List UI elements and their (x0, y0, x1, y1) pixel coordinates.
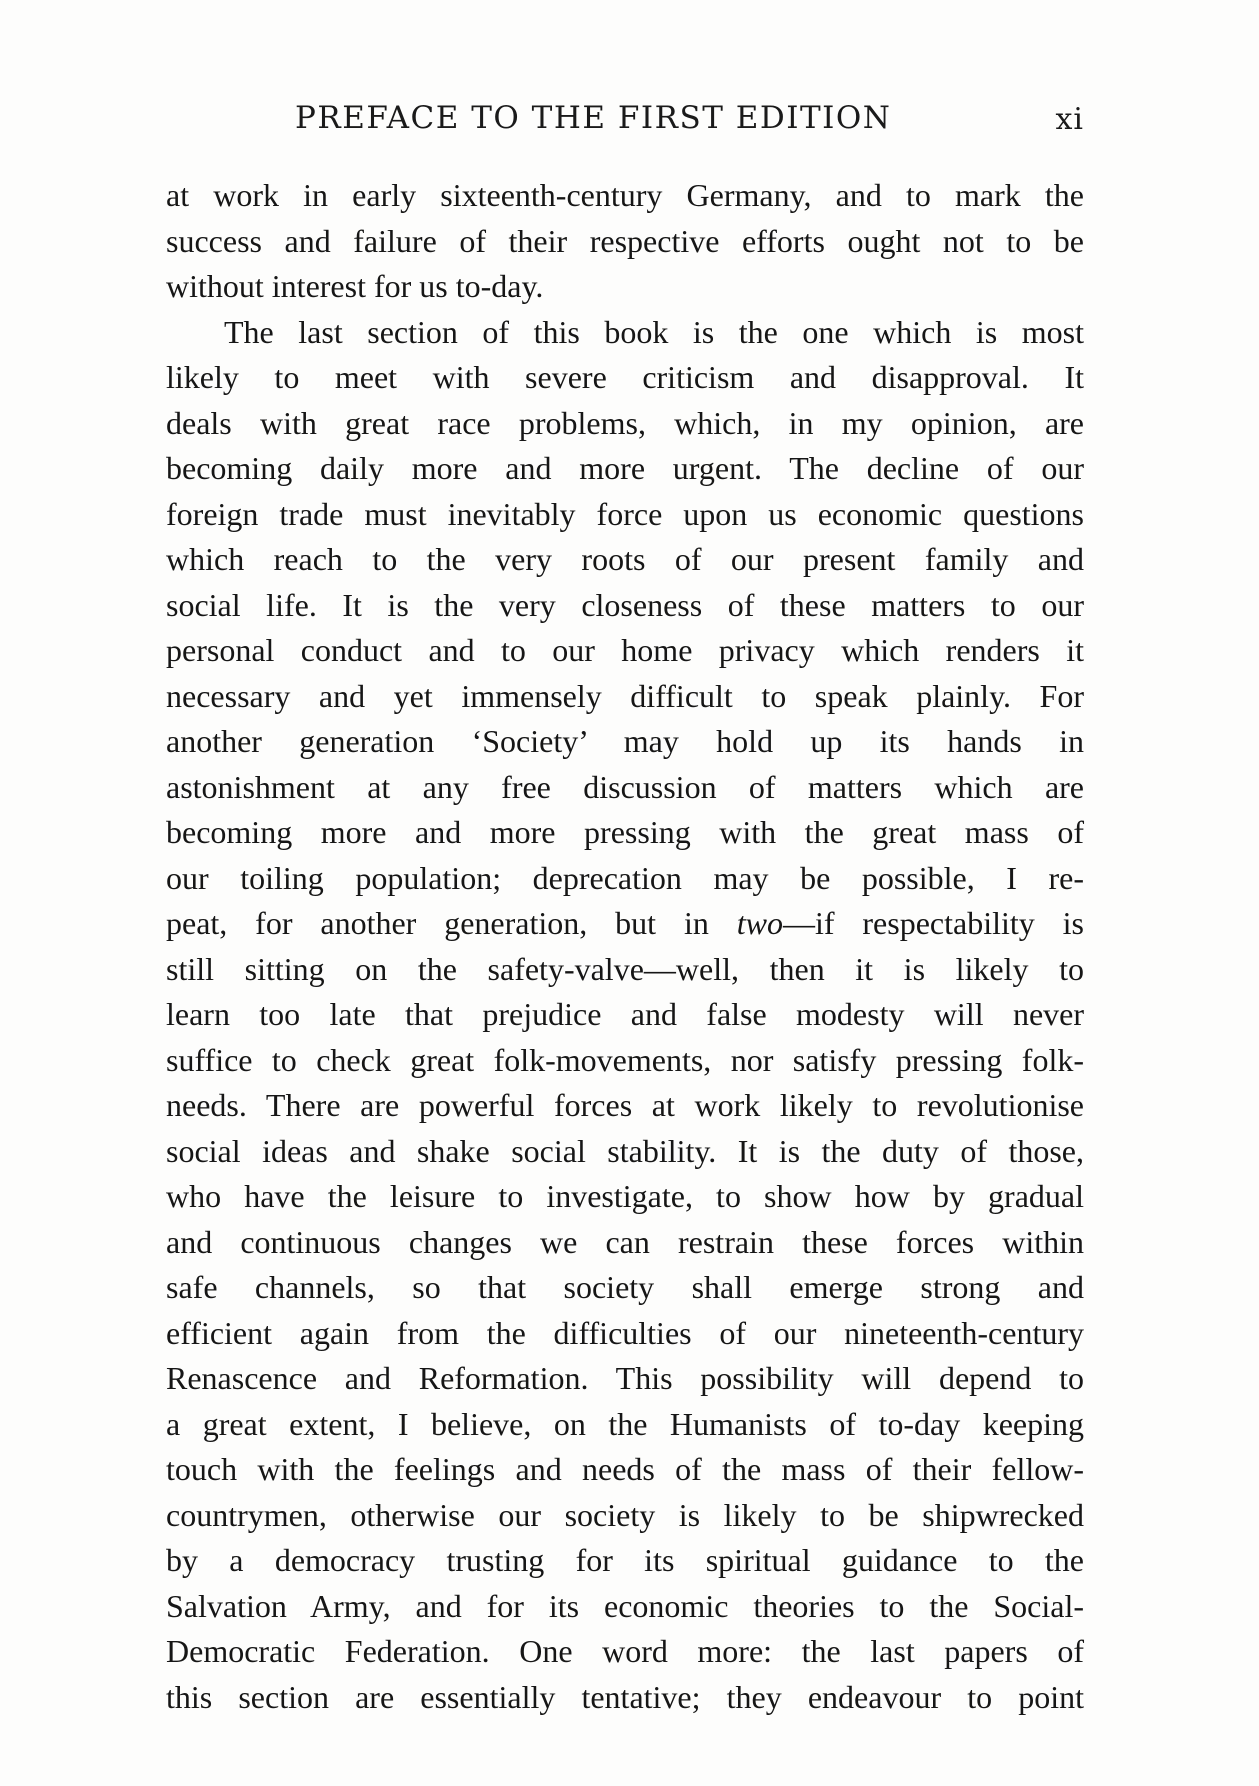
text-line: without interest for us to-day. (166, 268, 544, 304)
text-line: efficient again from the difficulties of our nineteenth-century (166, 1314, 1084, 1351)
text-line: which reach to the very roots of our present family and (166, 541, 1084, 577)
text-line: foreign trade must inevitably force upon us economic questions (166, 495, 1084, 532)
running-head (170, 100, 1084, 140)
text-line: at work in early sixteenth-century Germany, and to mark the (166, 177, 1084, 213)
text-line: personal conduct and to our home privacy which renders it (166, 632, 1084, 668)
text-line: a great extent, I believe, on the Humanists of to-day keeping (166, 1405, 1084, 1442)
text-line: becoming more and more pressing with the great mass of (166, 814, 1084, 850)
text-line: Renascence and Reformation. This possibility will depend to (166, 1360, 1084, 1396)
page-number: xi (1055, 102, 1084, 137)
text-line: social life. It is the very closeness of these matters to our (166, 586, 1084, 623)
text-line: success and failure of their respective efforts ought not to be (166, 222, 1084, 259)
text-line: another generation ‘Society’ may hold up its hands in (166, 723, 1084, 759)
text-line-with-emphasis (166, 901, 1084, 947)
text-line: safe channels, so that society shall emerge strong and (166, 1269, 1084, 1305)
line-segment: —if respectability is (782, 905, 1085, 941)
emphasis-word: two (736, 905, 783, 941)
text-line: countrymen, otherwise our society is likely to be shipwrecked (166, 1496, 1084, 1533)
text-line: social ideas and shake social stability. It is the duty of those, (166, 1132, 1084, 1169)
running-title: PREFACE TO THE FIRST EDITION (295, 100, 892, 136)
text-line: necessary and yet immensely difficult to speak plainly. For (166, 677, 1084, 714)
text-line: becoming daily more and more urgent. The decline of our (166, 450, 1084, 486)
line-segment: peat, for another generation, but in (166, 905, 737, 941)
text-line: who have the leisure to investigate, to show how by gradual (166, 1178, 1084, 1214)
text-line: deals with great race problems, which, in my opinion, are (166, 404, 1084, 441)
text-line: this section are essentially tentative; they endeavour to point (166, 1678, 1084, 1715)
text-line: astonishment at any free discussion of matters which are (166, 768, 1084, 805)
text-line: suffice to check great folk-movements, nor satisfy pressing folk- (166, 1041, 1084, 1078)
text-line: needs. There are powerful forces at work likely to revolutionise (166, 1087, 1084, 1123)
body-text (166, 173, 1084, 1720)
text-line: and continuous changes we can restrain these forces within (166, 1223, 1084, 1260)
text-line: The last section of this book is the one which is most (224, 313, 1084, 350)
text-line: Democratic Federation. One word more: the last papers of (166, 1633, 1084, 1669)
text-line: our toiling population; deprecation may be possible, I re- (166, 859, 1084, 896)
text-line: Salvation Army, and for its economic theories to the Social- (166, 1587, 1084, 1624)
text-line: learn too late that prejudice and false modesty will never (166, 996, 1084, 1032)
text-line: touch with the feelings and needs of the mass of their fellow- (166, 1451, 1084, 1487)
text-line: likely to meet with severe criticism and disapproval. It (166, 359, 1084, 395)
text-line: by a democracy trusting for its spiritual guidance to the (166, 1542, 1084, 1578)
text-line: still sitting on the safety-valve—well, then it is likely to (166, 950, 1084, 987)
